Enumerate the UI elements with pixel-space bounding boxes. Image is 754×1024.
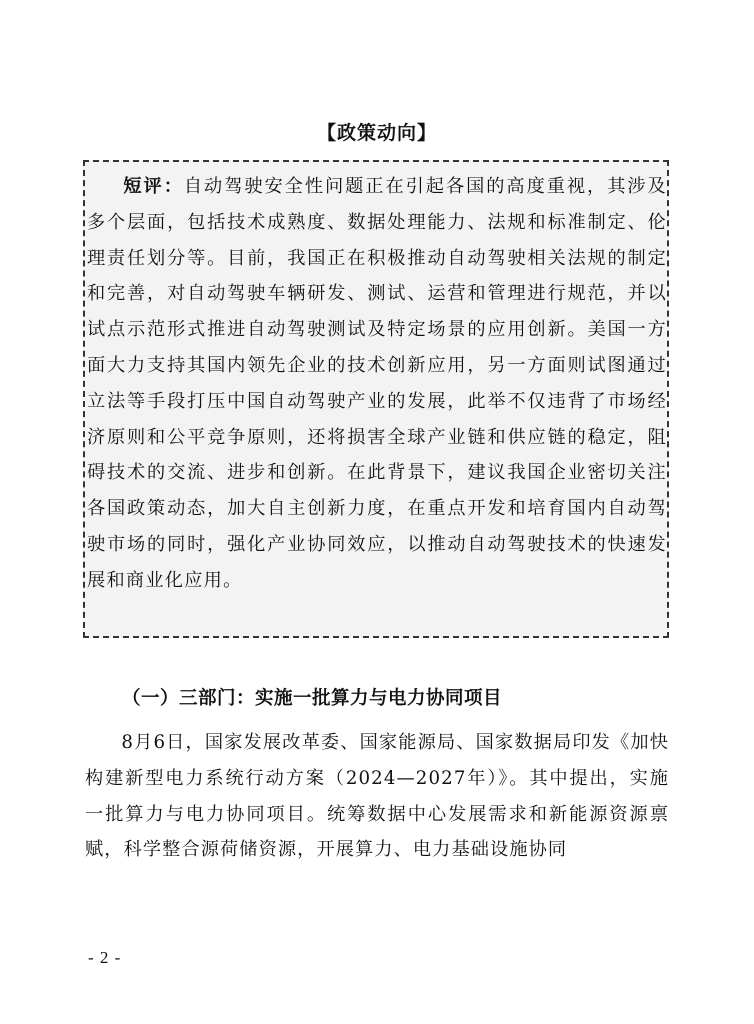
- commentary-box: [83, 160, 669, 638]
- subsection-body: 8月6日，国家发展改革委、国家能源局、国家数据局印发《加快构建新型电力系统行动方案（2024—2027年）》。其中提出，实施一批算力与电力协同项目。统筹数据中心发展需求和新能源资源禀赋，科学整合源荷储资源，开展算力、电力基础设施协同: [85, 732, 669, 861]
- commentary-paragraph: [87, 169, 667, 599]
- commentary-text: 自动驾驶安全性问题正在引起各国的高度重视，其涉及多个层面，包括技术成熟度、数据处理能力、法规和标准制定、伦理责任划分等。目前，我国正在积极推动自动驾驶相关法规的制定和完善，对自动驾驶车辆研发、测试、运营和管理进行规范，并以试点示范形式推进自动驾驶测试及特定场景的应用创新。美国一方面大力支持其国内领先企业的技术创新应用，另一方面则试图通过立法等手段打压中国自动驾驶产业的发展，此举不仅违背了市场经济原则和公平竞争原则，还将损害全球产业链和供应链的稳定，阻碍技术的交流、进步和创新。在此背景下，建议我国企业密切关注各国政策动态，加大自主创新力度，在重点开发和培育国内自动驾驶市场的同时，强化产业协同效应，以推动自动驾驶技术的快速发展和商业化应用。: [87, 176, 667, 591]
- subsection-heading: （一）三部门：实施一批算力与电力协同项目: [122, 688, 503, 709]
- section-title: 【政策动向】: [316, 122, 437, 144]
- commentary-lead: 短评：: [123, 176, 184, 197]
- page-number: - 2 -: [88, 948, 122, 967]
